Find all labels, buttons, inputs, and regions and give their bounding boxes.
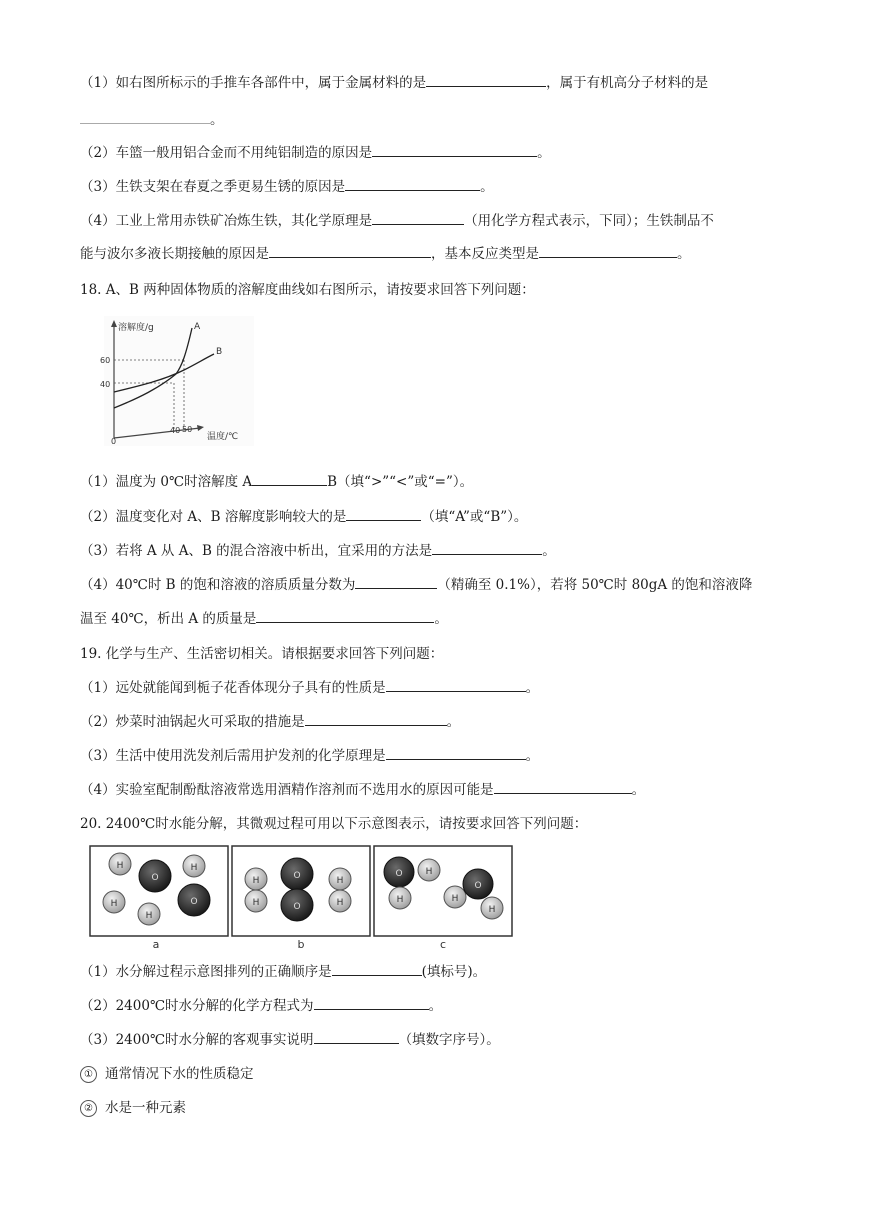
q17-part2 xyxy=(80,143,551,163)
q18-part1-text: （1）温度为 0℃时溶解度 A xyxy=(80,474,253,490)
answer-blank[interactable] xyxy=(494,780,632,794)
water-decomposition-diagram xyxy=(86,842,518,952)
period: 。 xyxy=(677,246,691,262)
answer-blank[interactable] xyxy=(372,143,537,157)
q17-part1-text-b: ，属于有机高分子材料的是 xyxy=(546,75,709,91)
svg-text:H: H xyxy=(336,898,344,908)
oxygen-atom xyxy=(178,884,210,916)
curve-b-label: B xyxy=(216,347,223,357)
svg-text:H: H xyxy=(116,861,124,871)
svg-text:O: O xyxy=(474,881,482,891)
answer-blank[interactable] xyxy=(539,244,677,258)
q18-part1-text-b: B（填“>”“<”或“=”）。 xyxy=(327,474,474,490)
q18-part2-text-b: （填“A”或“B”）。 xyxy=(421,509,528,525)
answer-blank[interactable] xyxy=(355,575,437,589)
svg-text:H: H xyxy=(110,899,118,909)
answer-blank[interactable] xyxy=(432,541,542,555)
hydrogen-atom xyxy=(245,868,267,890)
svg-text:O: O xyxy=(190,897,198,907)
q18-part2-text: （2）温度变化对 A、B 溶解度影响较大的是 xyxy=(80,509,347,525)
hydrogen-atom xyxy=(418,859,440,881)
q18-part2 xyxy=(80,507,527,527)
hydrogen-atom xyxy=(329,890,351,912)
option-number: ② xyxy=(80,1100,97,1117)
q17-part4-text-b: （用化学方程式表示，下同）；生铁制品不 xyxy=(464,213,714,229)
hydrogen-atom xyxy=(329,868,351,890)
q18-part4-line1 xyxy=(80,575,752,595)
oxygen-atom xyxy=(281,889,313,921)
period: 。 xyxy=(446,714,461,730)
q17-part3 xyxy=(80,177,494,197)
period: 。 xyxy=(537,145,551,161)
q20-part1-text-b: (填标号)。 xyxy=(421,964,487,980)
q20-part1-text: （1）水分解过程示意图排列的正确顺序是 xyxy=(80,964,332,980)
q20-part3-text: （3）2400℃时水分解的客观事实说明 xyxy=(80,1032,314,1048)
y-tick-60: 60 xyxy=(100,356,111,365)
period: 。 xyxy=(210,112,224,128)
q19-part2-text: （2）炒菜时油锅起火可采取的措施是 xyxy=(80,714,305,730)
period: 。 xyxy=(480,179,494,195)
q20-part2 xyxy=(80,996,442,1016)
svg-text:H: H xyxy=(451,894,459,904)
caption-c: c xyxy=(439,938,447,951)
q19-part2 xyxy=(80,712,460,732)
svg-text:O: O xyxy=(151,873,159,883)
q18-part3 xyxy=(80,541,556,561)
q17-part4-text: （4）工业上常用赤铁矿冶炼生铁，其化学原理是 xyxy=(80,213,373,229)
answer-blank[interactable] xyxy=(80,110,210,124)
svg-text:H: H xyxy=(145,911,153,921)
period: 。 xyxy=(631,782,646,798)
solubility-curve-figure xyxy=(100,316,254,446)
hydrogen-atom xyxy=(103,891,125,913)
period: 。 xyxy=(525,748,540,764)
answer-blank[interactable] xyxy=(372,211,464,225)
answer-blank[interactable] xyxy=(314,1030,399,1044)
answer-blank[interactable] xyxy=(269,244,431,258)
q17-part4-text-c: 能与波尔多液长期接触的原因是 xyxy=(80,246,269,262)
oxygen-atom xyxy=(384,857,414,887)
y-axis-label: 溶解度/g xyxy=(118,323,154,333)
q19-part4-text: （4）实验室配制酚酞溶液常选用酒精作溶剂而不选用水的原因可能是 xyxy=(80,782,494,798)
option-text: 通常情况下水的性质稳定 xyxy=(105,1066,254,1082)
answer-blank[interactable] xyxy=(332,962,422,976)
q18-part1 xyxy=(80,472,473,492)
q17-part2-text: （2）车篮一般用铝合金而不用纯铝制造的原因是 xyxy=(80,145,373,161)
answer-blank[interactable] xyxy=(426,73,546,87)
svg-text:H: H xyxy=(488,905,496,915)
y-tick-40: 40 xyxy=(100,380,111,389)
q20-part3-text-b: （填数字序号）。 xyxy=(398,1032,500,1048)
q19-part3-text: （3）生活中使用洗发剂后需用护发剂的化学原理是 xyxy=(80,748,386,764)
svg-text:H: H xyxy=(252,898,260,908)
q17-part4-line2 xyxy=(80,244,691,264)
hydrogen-atom xyxy=(109,853,131,875)
oxygen-atom xyxy=(281,858,313,890)
q19-stem: 19. 化学与生产、生活密切相关。请根据要求回答下列问题： xyxy=(80,646,444,662)
q20-option-2 xyxy=(80,1098,186,1118)
q18-part3-text: （3）若将 A 从 A、B 的混合溶液中析出，宜采用的方法是 xyxy=(80,543,433,559)
curve-a-label: A xyxy=(194,322,201,332)
q17-part3-text: （3）生铁支架在春夏之季更易生锈的原因是 xyxy=(80,179,346,195)
period: 。 xyxy=(542,543,556,559)
option-number: ① xyxy=(80,1066,97,1083)
hydrogen-atom xyxy=(444,886,466,908)
answer-blank[interactable] xyxy=(305,712,447,726)
q17-part4-text-d: ，基本反应类型是 xyxy=(431,246,539,262)
period: 。 xyxy=(434,611,448,627)
q20-part3 xyxy=(80,1030,500,1050)
q17-part4-line1 xyxy=(80,211,714,231)
caption-a: a xyxy=(152,938,160,951)
q17-part1-text: （1）如右图所标示的手推车各部件中，属于金属材料的是 xyxy=(80,75,427,91)
answer-blank[interactable] xyxy=(386,678,526,692)
option-text: 水是一种元素 xyxy=(105,1100,186,1116)
svg-text:O: O xyxy=(293,871,301,881)
svg-text:H: H xyxy=(190,863,198,873)
hydrogen-atom xyxy=(245,890,267,912)
q20-stem: 20. 2400℃时水能分解，其微观过程可用以下示意图表示，请按要求回答下列问题： xyxy=(80,816,588,832)
oxygen-atom xyxy=(463,869,493,899)
answer-blank[interactable] xyxy=(314,996,429,1010)
q18-part4-text-b: （精确至 0.1%），若将 50℃时 80gA 的饱和溶液降 xyxy=(437,577,753,593)
x-tick-50: 50 xyxy=(182,425,193,434)
q19-part3 xyxy=(80,746,539,766)
q18-part4-line2 xyxy=(80,609,448,629)
x-tick-0: 0 xyxy=(111,437,117,446)
period: 。 xyxy=(428,998,443,1014)
hydrogen-atom xyxy=(481,897,503,919)
answer-blank[interactable] xyxy=(256,609,434,623)
q20-option-1 xyxy=(80,1064,254,1084)
oxygen-atom xyxy=(139,860,171,892)
x-axis-label: 温度/℃ xyxy=(207,432,239,442)
answer-blank[interactable] xyxy=(252,472,327,486)
period: 。 xyxy=(525,680,540,696)
svg-text:H: H xyxy=(425,867,433,877)
q17-part1-line1 xyxy=(80,73,708,93)
answer-blank[interactable] xyxy=(346,507,421,521)
q20-part2-text: （2）2400℃时水分解的化学方程式为 xyxy=(80,998,314,1014)
q17-part1-line2 xyxy=(80,110,224,130)
x-tick-40: 40 xyxy=(170,426,181,435)
svg-text:O: O xyxy=(395,869,403,879)
q20-part1 xyxy=(80,962,486,982)
svg-text:H: H xyxy=(336,876,344,886)
caption-b: b xyxy=(297,938,305,951)
answer-blank[interactable] xyxy=(386,746,526,760)
svg-text:H: H xyxy=(252,876,260,886)
q18-stem: 18. A、B 两种固体物质的溶解度曲线如右图所示，请按要求回答下列问题： xyxy=(80,282,535,298)
q19-part4 xyxy=(80,780,645,800)
q19-part1 xyxy=(80,678,539,698)
q18-part4-text-c: 温至 40℃，析出 A 的质量是 xyxy=(80,611,257,627)
svg-text:H: H xyxy=(396,895,404,905)
answer-blank[interactable] xyxy=(345,177,480,191)
hydrogen-atom xyxy=(138,903,160,925)
svg-text:O: O xyxy=(293,902,301,912)
q18-part4-text: （4）40℃时 B 的饱和溶液的溶质质量分数为 xyxy=(80,577,356,593)
hydrogen-atom xyxy=(183,855,205,877)
hydrogen-atom xyxy=(389,887,411,909)
q19-part1-text: （1）远处就能闻到栀子花香体现分子具有的性质是 xyxy=(80,680,386,696)
